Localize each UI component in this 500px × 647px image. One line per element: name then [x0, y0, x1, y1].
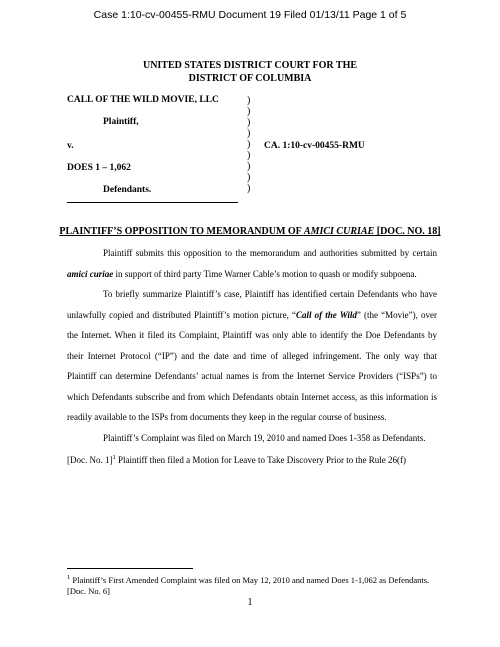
text-run: Plaintiff then filed a Motion for Leave to Take Discovery Prior to the Rule 26(f)	[115, 455, 406, 465]
plaintiff-name: CALL OF THE WILD MOVIE, LLC	[67, 95, 219, 105]
paragraph-1	[67, 243, 437, 284]
text-run: To briefly summarize Plaintiff’s case, Plaintiff has identified certain Defendants who have unlawfully copied and distributed Plaintiff’s motion picture, “	[67, 289, 437, 320]
case-header: Case 1:10-cv-00455-RMU Document 19 Filed 01/13/11 Page 1 of 5	[93, 9, 407, 21]
paren: )	[247, 106, 251, 117]
title-suffix: [DOC. NO. 18]	[374, 226, 441, 237]
paragraph-2	[67, 284, 437, 428]
caption-rule	[67, 202, 238, 203]
text-run: Plaintiff submits this opposition to the memorandum and authorities submitted by certain	[103, 248, 437, 258]
text-run: Plaintiff’s Complaint was filed on March 19, 2010 and named Does 1-358 as Defendants.	[103, 432, 426, 443]
text-run: ” (the “Movie”), over the Internet. When it filed its Complaint, Plaintiff was only able to identify the Doe Defendants by their Internet Protocol (“IP”) and the date and time of alleged infringement. The only way that Plaintiff can determine Defendants’ actual names is from the Internet Service Providers (“ISPs”) to which Defendants subscribe and from which Defendants obtain Internet access, as this information is readily available to the ISPs from documents they keep in the regular course of business.	[67, 309, 437, 422]
paren: )	[247, 183, 251, 194]
court-name	[0, 59, 500, 85]
footnote-rule	[67, 568, 193, 569]
paren: )	[247, 128, 251, 139]
footnote-text: Plaintiff’s First Amended Complaint was filed on May 12, 2010 and named Does 1-1,062 as Defendants. [Doc. No. 6]	[67, 574, 430, 596]
text-run: [Doc. No. 1]	[67, 455, 113, 465]
title-italic: AMICI CURIAE	[303, 226, 375, 237]
paren: )	[247, 117, 251, 128]
paragraph-3	[67, 428, 437, 449]
court-line-1: UNITED STATES DISTRICT COURT FOR THE	[142, 60, 358, 71]
paragraph-3-cont	[67, 448, 437, 471]
footnote-ref: 1	[112, 454, 116, 461]
versus: v.	[67, 141, 74, 151]
document-title	[0, 226, 500, 237]
paren: )	[247, 150, 251, 161]
paren: )	[247, 161, 251, 172]
text-run-italic: amici curiae	[67, 268, 114, 279]
body-text	[67, 243, 437, 471]
text-run-italic: Call of the Wild	[295, 309, 357, 320]
defendant-name: DOES 1 – 1,062	[67, 163, 131, 173]
caption-parens	[247, 95, 250, 194]
footnote-mark: 1	[67, 574, 71, 581]
defendant-role: Defendants.	[103, 185, 152, 195]
text-run: in support of third party Time Warner Cable’s motion to quash or modify subpoena.	[113, 268, 417, 279]
plaintiff-role: Plaintiff,	[103, 117, 139, 127]
paren: )	[247, 95, 251, 106]
paren: )	[247, 139, 251, 150]
footnote	[67, 572, 435, 597]
title-text: PLAINTIFF’S OPPOSITION TO MEMORANDUM OF	[59, 226, 304, 237]
court-line-2: DISTRICT OF COLUMBIA	[188, 73, 312, 84]
page-number: 1	[247, 597, 253, 608]
paren: )	[247, 172, 251, 183]
case-number: CA. 1:10-cv-00455-RMU	[264, 141, 365, 151]
